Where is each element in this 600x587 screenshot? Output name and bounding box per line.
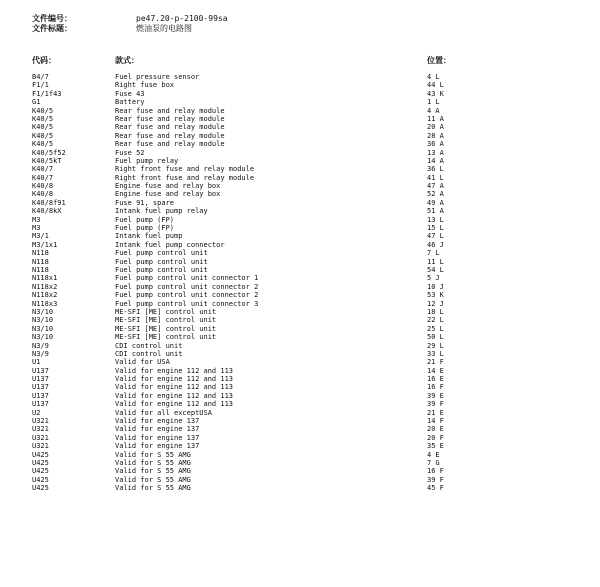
cell-code: K40/5f52 bbox=[32, 148, 66, 157]
table-row bbox=[32, 224, 572, 232]
cell-position: 20 F bbox=[427, 433, 444, 442]
cell-code: U321 bbox=[32, 417, 49, 426]
cell-position: 11 L bbox=[427, 257, 444, 266]
cell-name: Battery bbox=[115, 98, 145, 107]
table-row bbox=[32, 174, 572, 182]
cell-code: U425 bbox=[32, 484, 49, 493]
cell-code: N118x1 bbox=[32, 274, 58, 283]
cell-code: U2 bbox=[32, 408, 41, 417]
cell-code: N3/9 bbox=[32, 349, 49, 358]
cell-code: K40/5kT bbox=[32, 156, 62, 165]
cell-code: K40/5 bbox=[32, 123, 54, 132]
doc-number-value: pe47.20-p-2100-99sa bbox=[136, 14, 228, 23]
cell-code: K40/5 bbox=[32, 140, 54, 149]
table-row bbox=[32, 300, 572, 308]
cell-name: Fuel pump control unit connector 1 bbox=[115, 274, 259, 283]
cell-position: 7 L bbox=[427, 249, 440, 258]
cell-code: U137 bbox=[32, 400, 49, 409]
table-row bbox=[32, 207, 572, 215]
table-row bbox=[32, 375, 572, 383]
cell-position: 45 F bbox=[427, 484, 444, 493]
cell-code: K40/8f91 bbox=[32, 198, 66, 207]
cell-position: 5 J bbox=[427, 274, 440, 283]
cell-code: N3/10 bbox=[32, 316, 54, 325]
cell-code: K40/8kX bbox=[32, 207, 62, 216]
table-row bbox=[32, 132, 572, 140]
cell-code: K40/5 bbox=[32, 106, 54, 115]
cell-name: Fuel pump control unit bbox=[115, 265, 208, 274]
table-row bbox=[32, 417, 572, 425]
cell-code: N3/10 bbox=[32, 307, 54, 316]
cell-name: Valid for engine 112 and 113 bbox=[115, 391, 234, 400]
table-row bbox=[32, 308, 572, 316]
cell-name: Valid for S 55 AMG bbox=[115, 475, 191, 484]
cell-position: 52 A bbox=[427, 190, 444, 199]
cell-name: CDI control unit bbox=[115, 349, 183, 358]
cell-position: 41 L bbox=[427, 173, 444, 182]
cell-code: U137 bbox=[32, 391, 49, 400]
cell-name: Right front fuse and relay module bbox=[115, 165, 255, 174]
cell-name: Fuel pump relay bbox=[115, 156, 179, 165]
table-row bbox=[32, 358, 572, 366]
table-row bbox=[32, 266, 572, 274]
header-code: 代码： bbox=[32, 56, 56, 65]
cell-position: 47 A bbox=[427, 182, 444, 191]
component-table bbox=[32, 73, 572, 493]
cell-code: U321 bbox=[32, 425, 49, 434]
cell-code: U425 bbox=[32, 475, 49, 484]
cell-name: Fuel pump control unit connector 2 bbox=[115, 291, 259, 300]
cell-code: F1/1f43 bbox=[32, 89, 62, 98]
table-row bbox=[32, 400, 572, 408]
table-row bbox=[32, 333, 572, 341]
cell-name: Fuel pressure sensor bbox=[115, 73, 200, 81]
doc-number-label: 文件编号： bbox=[32, 14, 72, 23]
table-row bbox=[32, 90, 572, 98]
cell-name: Fuse 52 bbox=[115, 148, 145, 157]
cell-name: Valid for engine 137 bbox=[115, 425, 200, 434]
cell-position: 33 L bbox=[427, 349, 444, 358]
cell-name: ME-SFI [ME] control unit bbox=[115, 333, 217, 342]
cell-position: 25 L bbox=[427, 324, 444, 333]
cell-code: N3/10 bbox=[32, 333, 54, 342]
table-row bbox=[32, 459, 572, 467]
cell-code: U137 bbox=[32, 383, 49, 392]
cell-code: K40/8 bbox=[32, 190, 54, 199]
cell-position: 15 L bbox=[427, 224, 444, 233]
cell-name: Fuel pump (FP) bbox=[115, 224, 175, 233]
table-row bbox=[32, 115, 572, 123]
cell-name: Valid for engine 137 bbox=[115, 442, 200, 451]
cell-code: M3 bbox=[32, 224, 41, 233]
cell-code: U425 bbox=[32, 450, 49, 459]
cell-position: 18 L bbox=[427, 307, 444, 316]
cell-code: M3/1x1 bbox=[32, 240, 58, 249]
cell-code: U321 bbox=[32, 433, 49, 442]
cell-position: 16 F bbox=[427, 467, 444, 476]
table-row bbox=[32, 149, 572, 157]
cell-code: M3/1 bbox=[32, 232, 49, 241]
cell-name: Valid for S 55 AMG bbox=[115, 484, 191, 493]
cell-code: U1 bbox=[32, 358, 41, 367]
table-row bbox=[32, 258, 572, 266]
cell-position: 39 F bbox=[427, 400, 444, 409]
cell-position: 29 L bbox=[427, 341, 444, 350]
table-row bbox=[32, 476, 572, 484]
table-row bbox=[32, 425, 572, 433]
cell-code: N118 bbox=[32, 249, 49, 258]
cell-position: 12 J bbox=[427, 299, 444, 308]
cell-position: 21 E bbox=[427, 408, 444, 417]
table-row bbox=[32, 190, 572, 198]
cell-position: 51 A bbox=[427, 207, 444, 216]
header-position: 位置： bbox=[427, 56, 451, 65]
table-row bbox=[32, 165, 572, 173]
cell-name: Fuel pump control unit bbox=[115, 249, 208, 258]
doc-title-label: 文件标题： bbox=[32, 24, 72, 33]
cell-position: 46 J bbox=[427, 240, 444, 249]
cell-code: U425 bbox=[32, 467, 49, 476]
table-row bbox=[32, 98, 572, 106]
cell-position: 10 J bbox=[427, 282, 444, 291]
cell-name: CDI control unit bbox=[115, 341, 183, 350]
cell-position: 4 E bbox=[427, 450, 440, 459]
cell-position: 39 E bbox=[427, 391, 444, 400]
cell-position: 4 A bbox=[427, 106, 440, 115]
table-row bbox=[32, 409, 572, 417]
cell-position: 13 A bbox=[427, 148, 444, 157]
table-row bbox=[32, 283, 572, 291]
table-row bbox=[32, 484, 572, 492]
table-row bbox=[32, 342, 572, 350]
cell-name: Valid for engine 112 and 113 bbox=[115, 383, 234, 392]
cell-name: Rear fuse and relay module bbox=[115, 123, 225, 132]
table-row bbox=[32, 291, 572, 299]
table-row bbox=[32, 216, 572, 224]
cell-name: ME-SFI [ME] control unit bbox=[115, 324, 217, 333]
table-row bbox=[32, 73, 572, 81]
cell-position: 43 K bbox=[427, 89, 444, 98]
cell-name: Valid for S 55 AMG bbox=[115, 450, 191, 459]
cell-code: U425 bbox=[32, 458, 49, 467]
cell-name: Rear fuse and relay module bbox=[115, 131, 225, 140]
cell-code: N118x2 bbox=[32, 291, 58, 300]
table-row bbox=[32, 467, 572, 475]
cell-position: 28 A bbox=[427, 131, 444, 140]
table-row bbox=[32, 157, 572, 165]
cell-code: N118 bbox=[32, 265, 49, 274]
doc-number-row bbox=[32, 14, 228, 24]
cell-name: Fuel pump (FP) bbox=[115, 215, 175, 224]
cell-code: K40/5 bbox=[32, 131, 54, 140]
cell-name: Rear fuse and relay module bbox=[115, 140, 225, 149]
cell-position: 4 L bbox=[427, 73, 440, 81]
cell-code: N118 bbox=[32, 257, 49, 266]
table-row bbox=[32, 383, 572, 391]
cell-name: ME-SFI [ME] control unit bbox=[115, 307, 217, 316]
cell-code: U137 bbox=[32, 375, 49, 384]
table-row bbox=[32, 81, 572, 89]
cell-position: 50 L bbox=[427, 333, 444, 342]
cell-code: U137 bbox=[32, 366, 49, 375]
cell-position: 7 G bbox=[427, 458, 440, 467]
cell-name: Engine fuse and relay box bbox=[115, 190, 221, 199]
cell-name: Right front fuse and relay module bbox=[115, 173, 255, 182]
cell-code: K40/8 bbox=[32, 182, 54, 191]
cell-position: 20 E bbox=[427, 425, 444, 434]
doc-title-value: 燃油泵的电路图 bbox=[136, 24, 192, 33]
header-name: 款式： bbox=[115, 56, 139, 65]
cell-code: U321 bbox=[32, 442, 49, 451]
cell-name: Fuel pump control unit connector 3 bbox=[115, 299, 259, 308]
cell-position: 14 A bbox=[427, 156, 444, 165]
cell-position: 49 A bbox=[427, 198, 444, 207]
cell-name: Fuel pump control unit connector 2 bbox=[115, 282, 259, 291]
cell-name: Valid for S 55 AMG bbox=[115, 467, 191, 476]
cell-position: 36 L bbox=[427, 165, 444, 174]
cell-position: 22 L bbox=[427, 316, 444, 325]
cell-name: Engine fuse and relay box bbox=[115, 182, 221, 191]
table-row bbox=[32, 325, 572, 333]
cell-position: 16 E bbox=[427, 375, 444, 384]
cell-code: M3 bbox=[32, 215, 41, 224]
document-meta bbox=[32, 14, 228, 34]
table-row bbox=[32, 123, 572, 131]
cell-name: Fuse 91, spare bbox=[115, 198, 175, 207]
table-row bbox=[32, 241, 572, 249]
cell-code: G1 bbox=[32, 98, 41, 107]
table-row bbox=[32, 274, 572, 282]
cell-name: Intank fuel pump connector bbox=[115, 240, 225, 249]
cell-position: 53 K bbox=[427, 291, 444, 300]
cell-name: Valid for engine 112 and 113 bbox=[115, 375, 234, 384]
cell-position: 1 L bbox=[427, 98, 440, 107]
table-row bbox=[32, 107, 572, 115]
cell-position: 21 F bbox=[427, 358, 444, 367]
cell-name: Valid for S 55 AMG bbox=[115, 458, 191, 467]
table-row bbox=[32, 451, 572, 459]
cell-name: Fuel pump control unit bbox=[115, 257, 208, 266]
cell-name: ME-SFI [ME] control unit bbox=[115, 316, 217, 325]
cell-name: Rear fuse and relay module bbox=[115, 114, 225, 123]
cell-code: N3/9 bbox=[32, 341, 49, 350]
cell-name: Valid for engine 137 bbox=[115, 417, 200, 426]
cell-position: 16 F bbox=[427, 383, 444, 392]
table-row bbox=[32, 249, 572, 257]
cell-name: Fuse 43 bbox=[115, 89, 145, 98]
cell-code: N118x3 bbox=[32, 299, 58, 308]
cell-position: 36 A bbox=[427, 140, 444, 149]
cell-position: 39 F bbox=[427, 475, 444, 484]
cell-name: Intank fuel pump bbox=[115, 232, 183, 241]
table-row bbox=[32, 442, 572, 450]
cell-code: N118x2 bbox=[32, 282, 58, 291]
cell-position: 20 A bbox=[427, 123, 444, 132]
cell-name: Valid for engine 137 bbox=[115, 433, 200, 442]
table-row bbox=[32, 392, 572, 400]
cell-code: K40/7 bbox=[32, 173, 54, 182]
cell-code: K40/5 bbox=[32, 114, 54, 123]
table-row bbox=[32, 350, 572, 358]
table-row bbox=[32, 232, 572, 240]
cell-name: Rear fuse and relay module bbox=[115, 106, 225, 115]
table-row bbox=[32, 199, 572, 207]
cell-name: Intank fuel pump relay bbox=[115, 207, 208, 216]
doc-title-row bbox=[32, 24, 228, 34]
table-row bbox=[32, 316, 572, 324]
table-row bbox=[32, 434, 572, 442]
cell-position: 44 L bbox=[427, 81, 444, 90]
cell-code: K40/7 bbox=[32, 165, 54, 174]
cell-position: 35 E bbox=[427, 442, 444, 451]
cell-position: 47 L bbox=[427, 232, 444, 241]
cell-code: N3/10 bbox=[32, 324, 54, 333]
table-row bbox=[32, 182, 572, 190]
cell-name: Right fuse box bbox=[115, 81, 175, 90]
cell-code: F1/1 bbox=[32, 81, 49, 90]
table-row bbox=[32, 140, 572, 148]
cell-name: Valid for engine 112 and 113 bbox=[115, 400, 234, 409]
cell-code: B4/7 bbox=[32, 73, 49, 81]
cell-position: 11 A bbox=[427, 114, 444, 123]
cell-position: 54 L bbox=[427, 265, 444, 274]
cell-name: Valid for all exceptUSA bbox=[115, 408, 212, 417]
table-row bbox=[32, 367, 572, 375]
cell-position: 13 L bbox=[427, 215, 444, 224]
cell-position: 14 F bbox=[427, 417, 444, 426]
cell-position: 14 E bbox=[427, 366, 444, 375]
cell-name: Valid for engine 112 and 113 bbox=[115, 366, 234, 375]
cell-name: Valid for USA bbox=[115, 358, 170, 367]
